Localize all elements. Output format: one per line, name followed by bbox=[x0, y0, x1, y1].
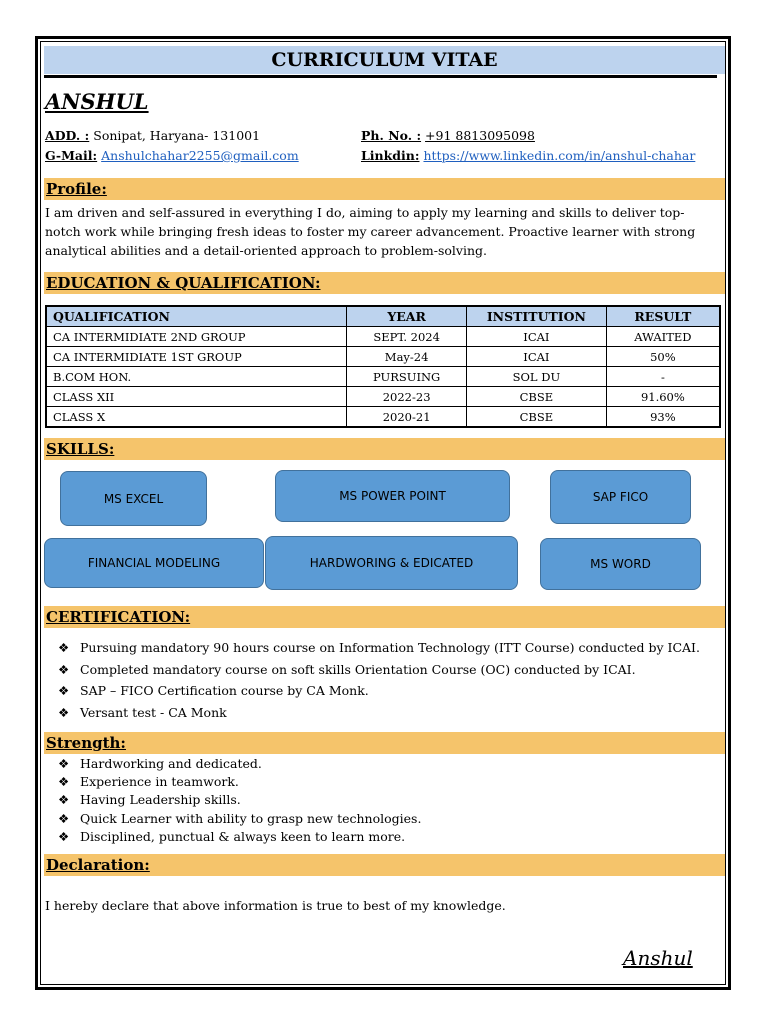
profile-header bbox=[44, 178, 725, 200]
strength-list bbox=[58, 755, 421, 846]
linkedin-label: Linkdin: bbox=[361, 148, 420, 163]
certification-header bbox=[44, 606, 725, 628]
table-cell: 2020-21 bbox=[347, 407, 467, 428]
table-cell: 93% bbox=[606, 407, 720, 428]
address-label: ADD. : bbox=[45, 128, 90, 143]
table-header: QUALIFICATION bbox=[46, 306, 347, 327]
table-cell: CLASS XII bbox=[46, 387, 347, 407]
table-cell: ICAI bbox=[466, 347, 606, 367]
certification-list bbox=[58, 637, 700, 723]
table-cell: AWAITED bbox=[606, 327, 720, 347]
profile-heading: Profile: bbox=[46, 180, 107, 198]
table-cell: B.COM HON. bbox=[46, 367, 347, 387]
skill-box: SAP FICO bbox=[550, 470, 691, 524]
skill-box: MS POWER POINT bbox=[275, 470, 510, 522]
table-row bbox=[46, 407, 720, 428]
linkedin-link[interactable]: https://www.linkedin.com/in/anshul-chahar bbox=[423, 148, 696, 163]
table-cell: May-24 bbox=[347, 347, 467, 367]
table-cell: 91.60% bbox=[606, 387, 720, 407]
table-cell: CA INTERMIDIATE 1ST GROUP bbox=[46, 347, 347, 367]
table-row bbox=[46, 327, 720, 347]
table-cell: SOL DU bbox=[466, 367, 606, 387]
table-cell: ICAI bbox=[466, 327, 606, 347]
list-item: ❖ Pursuing mandatory 90 hours course on Information Technology (ITT Course) conducted by ICAI. bbox=[58, 637, 700, 659]
table-row bbox=[46, 347, 720, 367]
list-item: ❖ Hardworking and dedicated. bbox=[58, 755, 421, 773]
skill-box: HARDWORING & EDICATED bbox=[265, 536, 518, 590]
education-heading: EDUCATION & QUALIFICATION: bbox=[46, 274, 321, 292]
linkedin-line bbox=[361, 148, 695, 163]
table-row bbox=[46, 367, 720, 387]
table-cell: CA INTERMIDIATE 2ND GROUP bbox=[46, 327, 347, 347]
phone-line bbox=[361, 128, 535, 143]
skills-heading: SKILLS: bbox=[46, 440, 115, 458]
list-item: ❖ Having Leadership skills. bbox=[58, 791, 421, 809]
table-cell: PURSUING bbox=[347, 367, 467, 387]
education-table bbox=[45, 305, 721, 428]
education-header bbox=[44, 272, 725, 294]
skills-header bbox=[44, 438, 725, 460]
list-item: ❖ Quick Learner with ability to grasp new technologies. bbox=[58, 810, 421, 828]
address-value: Sonipat, Haryana- 131001 bbox=[93, 128, 261, 143]
profile-text: I am driven and self-assured in everything I do, aiming to apply my learning and skills to deliver top-notch work while bringing fresh ideas to foster my career advancement. Proactive learner with strong analytical abilities and a detail-oriented approach to problem-solving. bbox=[45, 205, 696, 258]
gmail-label: G-Mail: bbox=[45, 148, 98, 163]
strength-header bbox=[44, 732, 725, 754]
table-cell: 50% bbox=[606, 347, 720, 367]
list-item: ❖ Experience in teamwork. bbox=[58, 773, 421, 791]
list-item: ❖ Versant test - CA Monk bbox=[58, 702, 700, 724]
table-cell: 2022-23 bbox=[347, 387, 467, 407]
candidate-name: ANSHUL bbox=[45, 89, 149, 114]
skill-box: MS EXCEL bbox=[60, 471, 207, 526]
table-row bbox=[46, 387, 720, 407]
table-cell: CLASS X bbox=[46, 407, 347, 428]
table-header: INSTITUTION bbox=[466, 306, 606, 327]
gmail-line bbox=[45, 148, 299, 163]
address-line bbox=[45, 128, 260, 143]
list-item: ❖ SAP – FICO Certification course by CA Monk. bbox=[58, 680, 700, 702]
list-item: ❖ Completed mandatory course on soft skills Orientation Course (OC) conducted by ICAI. bbox=[58, 659, 700, 681]
declaration-header bbox=[44, 854, 725, 876]
table-header: YEAR bbox=[347, 306, 467, 327]
table-header: RESULT bbox=[606, 306, 720, 327]
skill-box: FINANCIAL MODELING bbox=[44, 538, 264, 588]
phone-label: Ph. No. : bbox=[361, 128, 422, 143]
declaration-text: I hereby declare that above information is true to best of my knowledge. bbox=[45, 898, 506, 913]
title-rule bbox=[44, 75, 717, 78]
list-item: ❖ Disciplined, punctual & always keen to learn more. bbox=[58, 828, 421, 846]
declaration-heading: Declaration: bbox=[46, 856, 150, 874]
table-cell: - bbox=[606, 367, 720, 387]
table-cell: SEPT. 2024 bbox=[347, 327, 467, 347]
signature: Anshul bbox=[623, 946, 693, 970]
skill-box: MS WORD bbox=[540, 538, 701, 590]
cv-title: CURRICULUM VITAE bbox=[44, 46, 725, 74]
gmail-link[interactable]: Anshulchahar2255@gmail.com bbox=[101, 148, 299, 163]
strength-heading: Strength: bbox=[46, 734, 126, 752]
phone-link[interactable]: +91 8813095098 bbox=[425, 128, 535, 143]
table-cell: CBSE bbox=[466, 387, 606, 407]
table-cell: CBSE bbox=[466, 407, 606, 428]
certification-heading: CERTIFICATION: bbox=[46, 608, 191, 626]
table-header-row bbox=[46, 306, 720, 327]
